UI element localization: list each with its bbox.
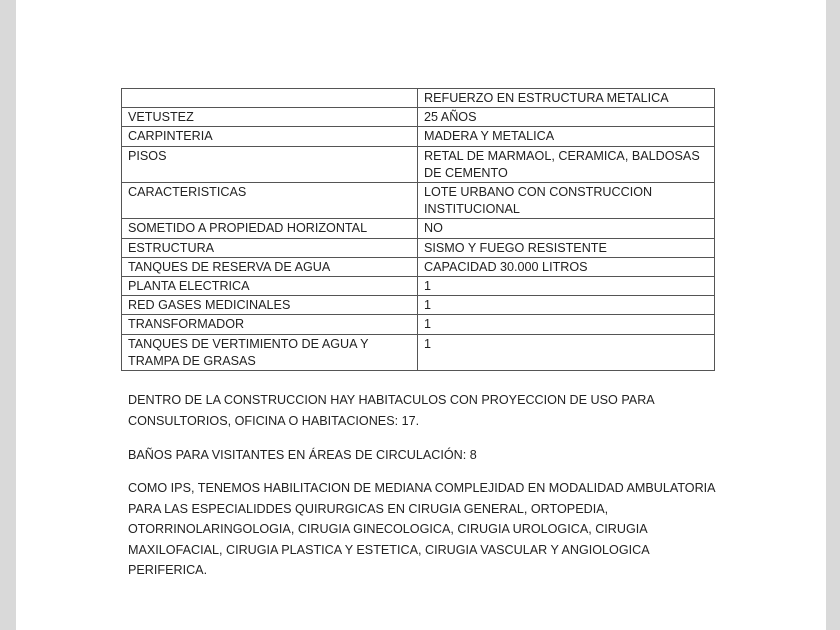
table-row — [122, 277, 715, 296]
row-label: CARPINTERIA — [122, 127, 418, 146]
row-value: 1 — [418, 334, 715, 370]
row-value: 1 — [418, 315, 715, 334]
row-value: 1 — [418, 296, 715, 315]
row-value: 1 — [418, 277, 715, 296]
row-label: TANQUES DE VERTIMIENTO DE AGUA Y TRAMPA DE GRASAS — [122, 334, 418, 370]
construction-rooms-paragraph: DENTRO DE LA CONSTRUCCION HAY HABITACULOS CON PROYECCION DE USO PARA CONSULTORIOS, OFICINA O HABITACIONES: 17. — [128, 393, 654, 428]
table-row — [122, 238, 715, 257]
visitor-bathrooms-paragraph: BAÑOS PARA VISITANTES EN ÁREAS DE CIRCULACIÓN: 8 — [128, 448, 477, 462]
property-spec-table — [121, 88, 715, 371]
row-value: MADERA Y METALICA — [418, 127, 715, 146]
row-label: SOMETIDO A PROPIEDAD HORIZONTAL — [122, 219, 418, 238]
row-label: ESTRUCTURA — [122, 238, 418, 257]
row-value: SISMO Y FUEGO RESISTENTE — [418, 238, 715, 257]
row-label: RED GASES MEDICINALES — [122, 296, 418, 315]
document-page — [16, 0, 826, 630]
table-row — [122, 257, 715, 276]
row-label: TANQUES DE RESERVA DE AGUA — [122, 257, 418, 276]
row-value: RETAL DE MARMAOL, CERAMICA, BALDOSAS DE CEMENTO — [418, 146, 715, 182]
row-value: REFUERZO EN ESTRUCTURA METALICA — [418, 89, 715, 108]
row-label: PLANTA ELECTRICA — [122, 277, 418, 296]
row-value: 25 AÑOS — [418, 108, 715, 127]
row-value: CAPACIDAD 30.000 LITROS — [418, 257, 715, 276]
ips-habilitation-paragraph: COMO IPS, TENEMOS HABILITACION DE MEDIANA COMPLEJIDAD EN MODALIDAD AMBULATORIA PARA LAS ESPECIALIDDES QUIRURGICAS EN CIRUGIA GENERAL, ORTOPEDIA, OTORRINOLARINGOLOGIA, CIRUGIA GINECOLOGICA, CIRUGIA UROLOGICA, CIRUGIA MAXILOFACIAL, CIRUGIA PLASTICA Y ESTETICA, CIRUGIA VASCULAR Y ANGIOLOGICA PERIFERICA. — [128, 481, 715, 578]
row-label — [122, 89, 418, 108]
table-row — [122, 146, 715, 182]
table-row — [122, 89, 715, 108]
row-label: TRANSFORMADOR — [122, 315, 418, 334]
row-value: LOTE URBANO CON CONSTRUCCION INSTITUCIONAL — [418, 183, 715, 219]
table-row — [122, 183, 715, 219]
row-label: VETUSTEZ — [122, 108, 418, 127]
row-label: PISOS — [122, 146, 418, 182]
table-row — [122, 108, 715, 127]
table-row — [122, 296, 715, 315]
table-row — [122, 334, 715, 370]
table-row — [122, 219, 715, 238]
table-row — [122, 315, 715, 334]
row-label: CARACTERISTICAS — [122, 183, 418, 219]
table-row — [122, 127, 715, 146]
row-value: NO — [418, 219, 715, 238]
